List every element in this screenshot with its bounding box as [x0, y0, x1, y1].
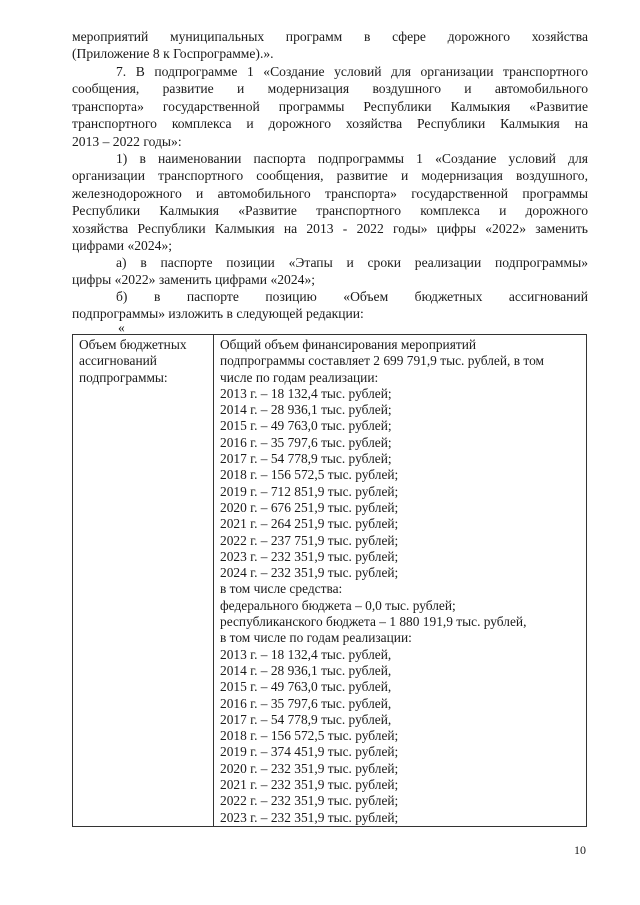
value-line: 2014 г. – 28 936,1 тыс. рублей,	[220, 662, 392, 678]
value-line: 2018 г. – 156 572,5 тыс. рублей;	[220, 467, 399, 483]
text-line: транспортного комплекса и дорожного хозяйства Республики Калмыкия на	[72, 116, 588, 132]
value-line: числе по годам реализации:	[220, 369, 379, 385]
value-line: в том числе по годам реализации:	[220, 630, 412, 646]
text-line: хозяйства Республики Калмыкия на 2013 - 2022 годы» цифры «2022» заменить	[72, 220, 588, 236]
text-line: цифрами «2024»;	[72, 238, 173, 254]
value-line: 2021 г. – 264 251,9 тыс. рублей;	[220, 516, 399, 532]
value-line: 2014 г. – 28 936,1 тыс. рублей;	[220, 402, 392, 418]
text-line: 1) в наименовании паспорта подпрограммы 1 «Создание условий для	[116, 151, 588, 166]
value-line: 2020 г. – 232 351,9 тыс. рублей;	[220, 760, 399, 776]
text-line: мероприятий муниципальных программ в сфере дорожного хозяйства	[72, 29, 588, 44]
text-line: сообщения, развитие и модернизация воздушного и автомобильного	[72, 81, 588, 97]
opening-quote: «	[118, 320, 125, 335]
text-line: железнодорожного и автомобильного транспорта» государственной программы	[72, 185, 588, 201]
text-line: 2013 – 2022 годы»:	[72, 133, 182, 149]
value-line: 2023 г. – 232 351,9 тыс. рублей;	[220, 548, 399, 564]
value-line: 2021 г. – 232 351,9 тыс. рублей;	[220, 777, 399, 793]
value-line: 2022 г. – 237 751,9 тыс. рублей;	[220, 532, 399, 548]
value-line: 2015 г. – 49 763,0 тыс. рублей,	[220, 679, 392, 695]
value-line: 2017 г. – 54 778,9 тыс. рублей,	[220, 711, 392, 727]
label-cell	[73, 335, 214, 827]
item-b-paragraph	[72, 288, 588, 323]
label-line: подпрограммы:	[79, 369, 168, 385]
value-line: 2013 г. – 18 132,4 тыс. рублей;	[220, 385, 392, 401]
text-line: Республики Калмыкия «Развитие транспортного комплекса и дорожного	[72, 203, 588, 219]
intro-paragraph	[72, 28, 588, 63]
value-line: 2016 г. – 35 797,6 тыс. рублей,	[220, 695, 392, 711]
text-line: цифры «2022» заменить цифрами «2024»;	[72, 272, 316, 288]
passport-table	[72, 334, 587, 827]
text-line: б) в паспорте позицию «Объем бюджетных ассигнований	[116, 289, 588, 304]
text-line: а) в паспорте позиции «Этапы и сроки реализации подпрограммы»	[116, 255, 588, 270]
value-line: 2022 г. – 232 351,9 тыс. рублей;	[220, 793, 399, 809]
value-line: 2013 г. – 18 132,4 тыс. рублей,	[220, 646, 392, 662]
value-line: 2018 г. – 156 572,5 тыс. рублей;	[220, 728, 399, 744]
table-row	[73, 335, 587, 827]
value-line: федерального бюджета – 0,0 тыс. рублей;	[220, 597, 456, 613]
text-line: транспорта» государственной программы Республики Калмыкия «Развитие	[72, 98, 588, 114]
value-line: 2023 г. – 232 351,9 тыс. рублей;	[220, 809, 399, 825]
item-1-paragraph	[72, 150, 588, 254]
value-line: 2017 г. – 54 778,9 тыс. рублей;	[220, 451, 392, 467]
value-line: Общий объем финансирования мероприятий	[220, 337, 477, 352]
value-cell	[214, 335, 587, 827]
value-line: 2020 г. – 676 251,9 тыс. рублей;	[220, 499, 399, 515]
page-number: 10	[574, 843, 586, 857]
label-line: Объем бюджетных	[79, 337, 187, 352]
value-line: республиканского бюджета – 1 880 191,9 тыс. рублей,	[220, 614, 527, 630]
text-line: подпрограммы» изложить в следующей редакции:	[72, 306, 364, 322]
label-line: ассигнований	[79, 353, 157, 369]
item-a-paragraph	[72, 254, 588, 289]
value-line: 2019 г. – 374 451,9 тыс. рублей;	[220, 744, 399, 760]
text-line: (Приложение 8 к Госпрограмме).».	[72, 46, 274, 62]
item-7-paragraph	[72, 63, 588, 150]
value-line: подпрограммы составляет 2 699 791,9 тыс. рублей, в том	[220, 353, 544, 369]
text-line: организации транспортного сообщения, развитие и модернизация воздушного,	[72, 168, 588, 184]
value-line: 2024 г. – 232 351,9 тыс. рублей;	[220, 565, 399, 581]
value-line: в том числе средства:	[220, 581, 343, 597]
value-line: 2016 г. – 35 797,6 тыс. рублей;	[220, 434, 392, 450]
value-line: 2015 г. – 49 763,0 тыс. рублей;	[220, 418, 392, 434]
value-line: 2019 г. – 712 851,9 тыс. рублей;	[220, 483, 399, 499]
text-line: 7. В подпрограмме 1 «Создание условий для организации транспортного	[116, 64, 588, 79]
